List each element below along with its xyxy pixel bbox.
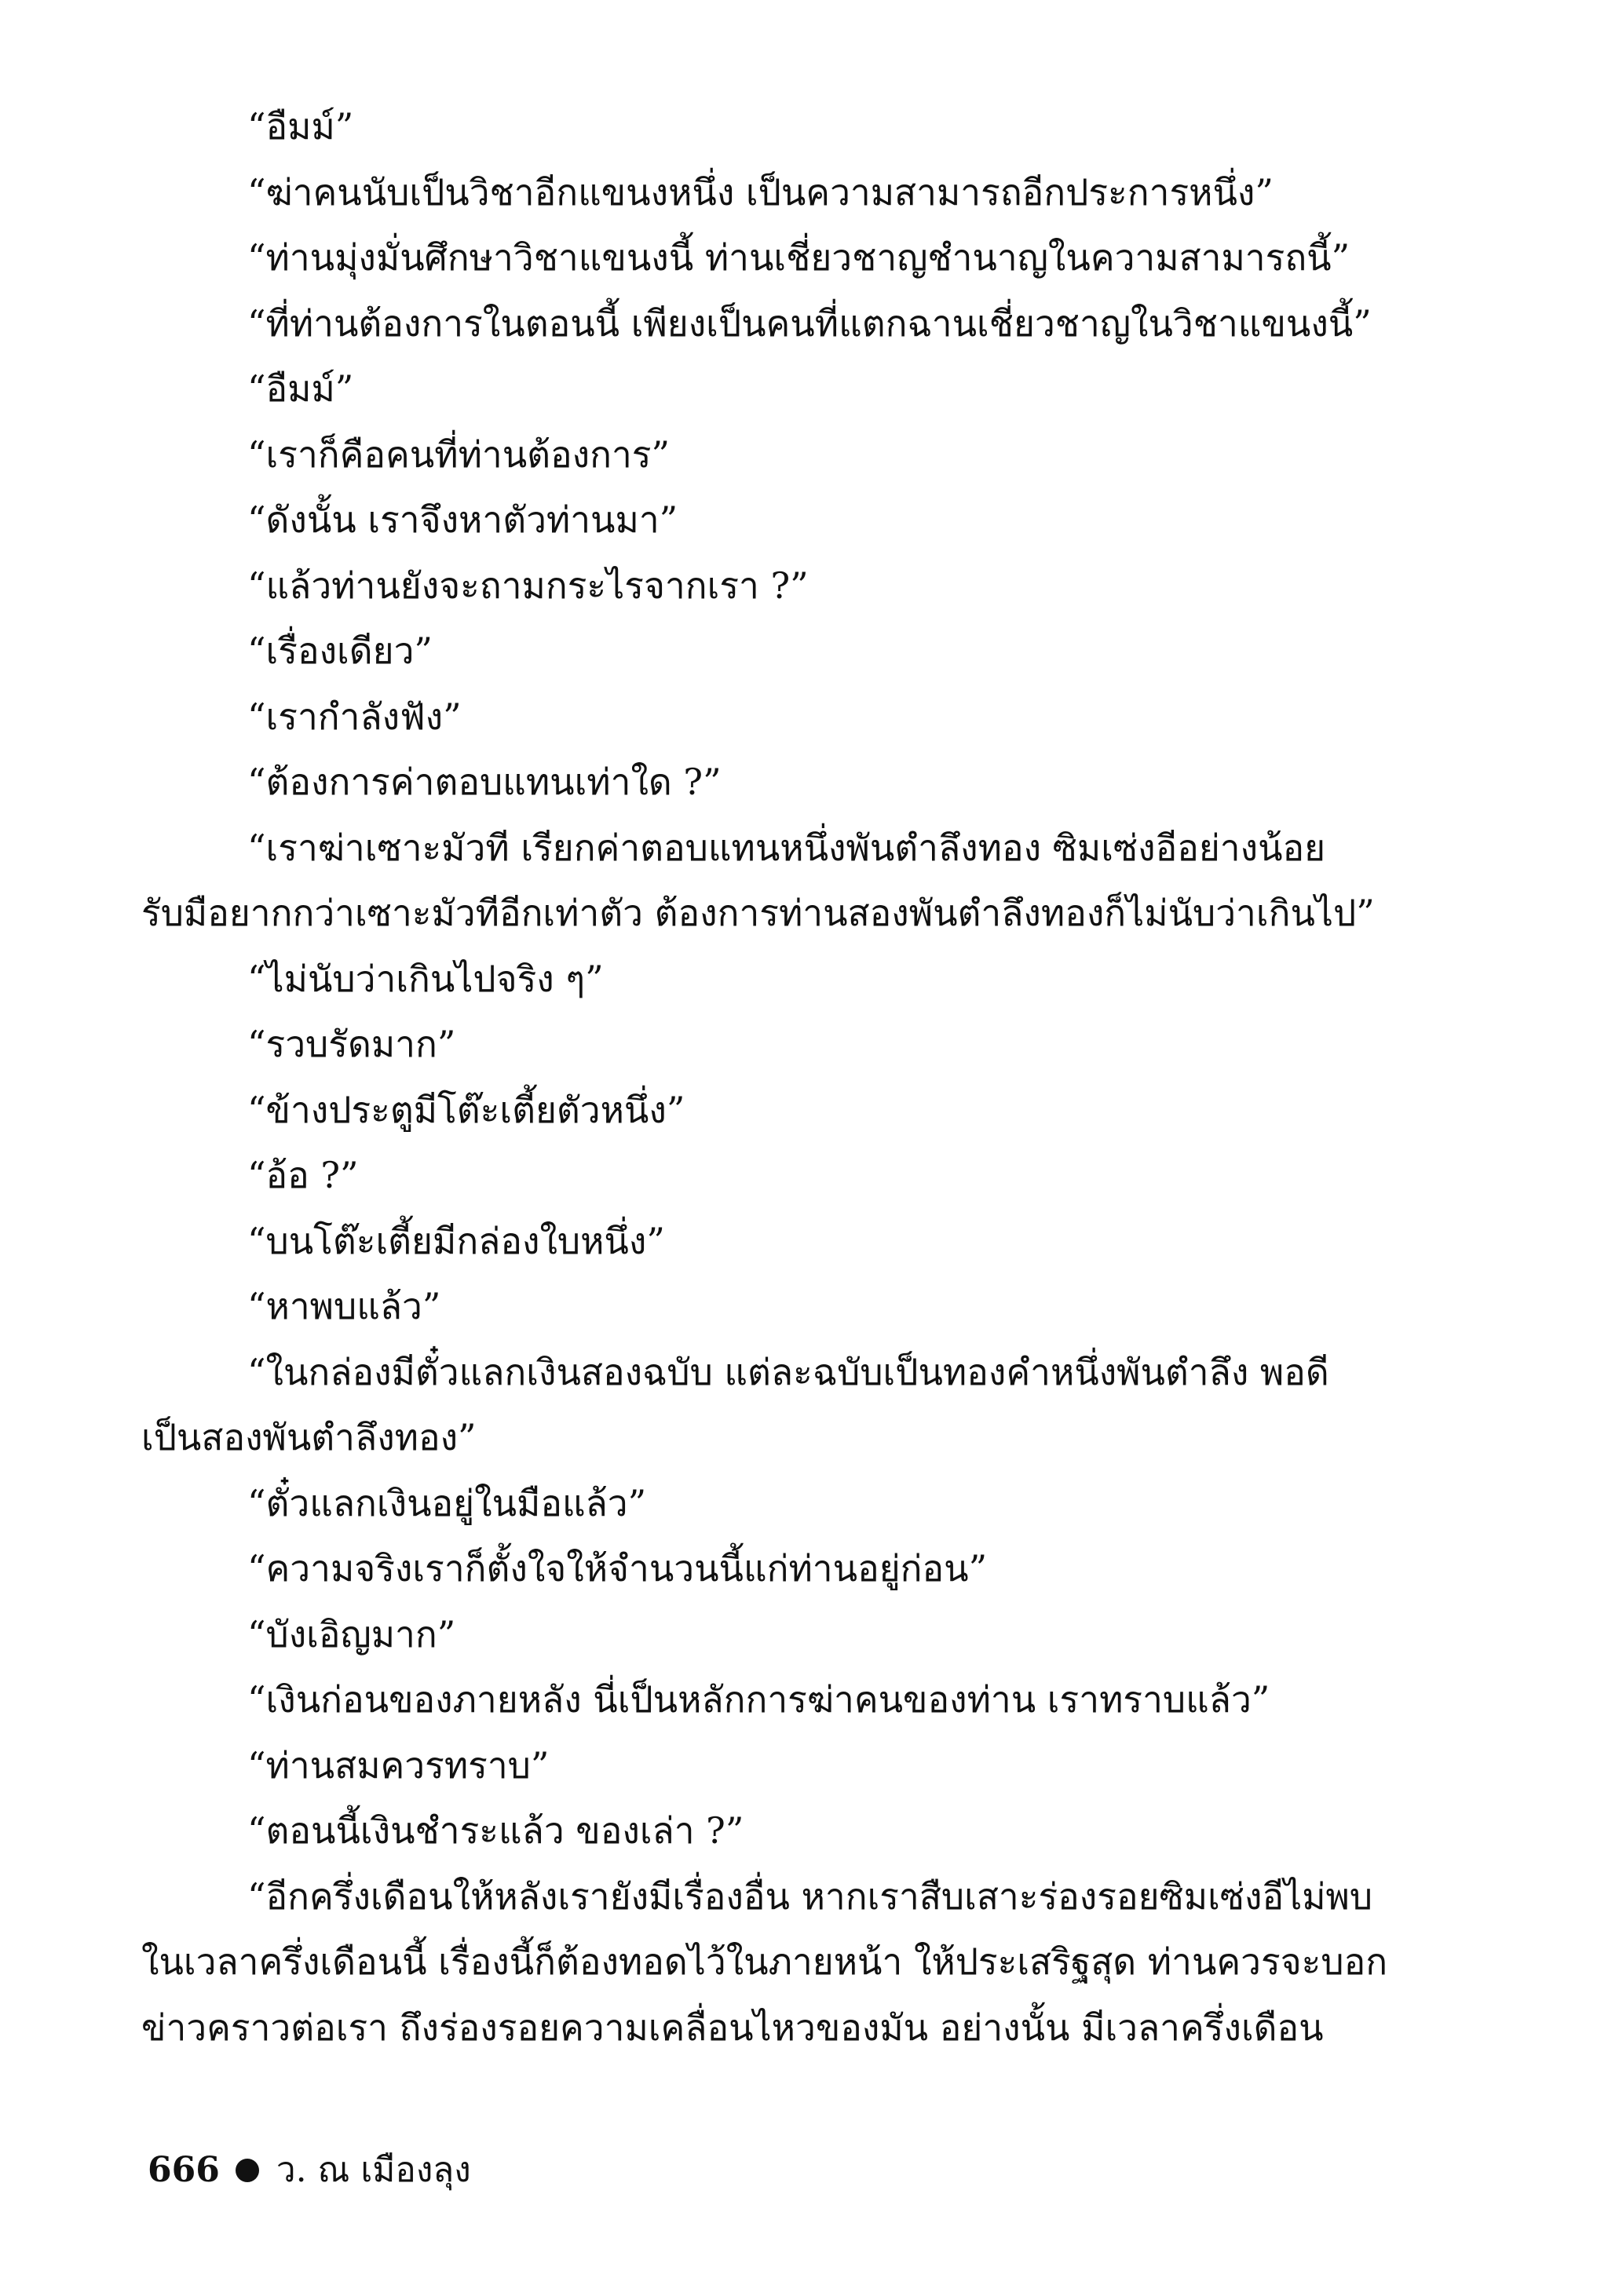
page-footer <box>148 2147 471 2194</box>
text-line: “ต้องการค่าตอบแทนเท่าใด ?” <box>247 761 722 803</box>
body-text <box>141 94 1476 2061</box>
text-line: “อ้อ ?” <box>247 1154 359 1196</box>
author-name: ว. ณ เมืองลุง <box>276 2150 471 2190</box>
text-line: “อืมม์” <box>247 105 354 148</box>
text-line: “ดังนั้น เราจึงหาตัวท่านมา” <box>247 498 678 541</box>
text-line: “เงินก่อนของภายหลัง นี่เป็นหลักการฆ่าคนของท่าน เราทราบแล้ว” <box>247 1678 1270 1721</box>
text-line: “ตั๋วแลกเงินอยู่ในมือแล้ว” <box>247 1481 647 1524</box>
text-line: “แล้วท่านยังจะถามกระไรจากเรา ?” <box>247 564 809 607</box>
text-line: “เราฆ่าเซาะมัวที เรียกค่าตอบแทนหนึ่งพันตำลึงทอง ซิมเซ่งอีอย่างน้อย <box>247 826 1326 869</box>
text-line: “ความจริงเราก็ตั้งใจให้จำนวนนี้แก่ท่านอยู่ก่อน” <box>247 1547 988 1590</box>
text-line: “ท่านมุ่งมั่นศึกษาวิชาแขนงนี้ ท่านเชี่ยวชาญชำนาญในความสามารถนี้” <box>247 236 1350 279</box>
text-line: “อีกครึ่งเดือนให้หลังเรายังมีเรื่องอื่น หากเราสืบเสาะร่องรอยซิมเซ่งอีไม่พบ <box>247 1874 1373 1918</box>
bullet-icon <box>236 2159 259 2182</box>
page-number: 666 <box>148 2150 220 2190</box>
text-line: “อืมม์” <box>247 367 354 410</box>
text-line: “ฆ่าคนนับเป็นวิชาอีกแขนงหนึ่ง เป็นความสามารถอีกประการหนึ่ง” <box>247 170 1274 214</box>
text-line: เป็นสองพันตำลึงทอง” <box>141 1416 477 1458</box>
text-line: “เรากำลังฟัง” <box>247 695 462 738</box>
text-line: “หาพบแล้ว” <box>247 1285 441 1327</box>
text-line: “บนโต๊ะเตี้ยมีกล่องใบหนึ่ง” <box>247 1219 665 1262</box>
text-line: “ข้างประตูมีโต๊ะเตี้ยตัวหนึ่ง” <box>247 1088 685 1131</box>
text-line: “ตอนนี้เงินชำระแล้ว ของเล่า ?” <box>247 1809 744 1852</box>
text-line: “ที่ท่านต้องการในตอนนี้ เพียงเป็นคนที่แตกฉานเชี่ยวชาญในวิชาแขนงนี้” <box>247 301 1372 345</box>
text-line: “ในกล่องมีตั๋วแลกเงินสองฉบับ แต่ละฉบับเป็นทองคำหนึ่งพันตำลึง พอดี <box>247 1350 1329 1393</box>
text-line: “รวบรัดมาก” <box>247 1023 456 1065</box>
text-line: รับมือยากกว่าเซาะมัวทีอีกเท่าตัว ต้องการท่านสองพันตำลึงทองก็ไม่นับว่าเกินไป” <box>141 892 1375 934</box>
text-line: “บังเอิญมาก” <box>247 1612 456 1655</box>
text-line: ในเวลาครึ่งเดือนนี้ เรื่องนี้ก็ต้องทอดไว้ในภายหน้า ให้ประเสริฐสุด ท่านควรจะบอก <box>141 1940 1388 1983</box>
text-line: ข่าวคราวต่อเรา ถึงร่องรอยความเคลื่อนไหวของมัน อย่างนั้น มีเวลาครึ่งเดือน <box>141 2006 1324 2049</box>
text-line: “ไม่นับว่าเกินไปจริง ๆ” <box>247 957 604 1000</box>
text-line: “เราก็คือคนที่ท่านต้องการ” <box>247 433 671 476</box>
text-line: “ท่านสมควรทราบ” <box>247 1743 550 1787</box>
text-line: “เรื่องเดียว” <box>247 630 433 672</box>
